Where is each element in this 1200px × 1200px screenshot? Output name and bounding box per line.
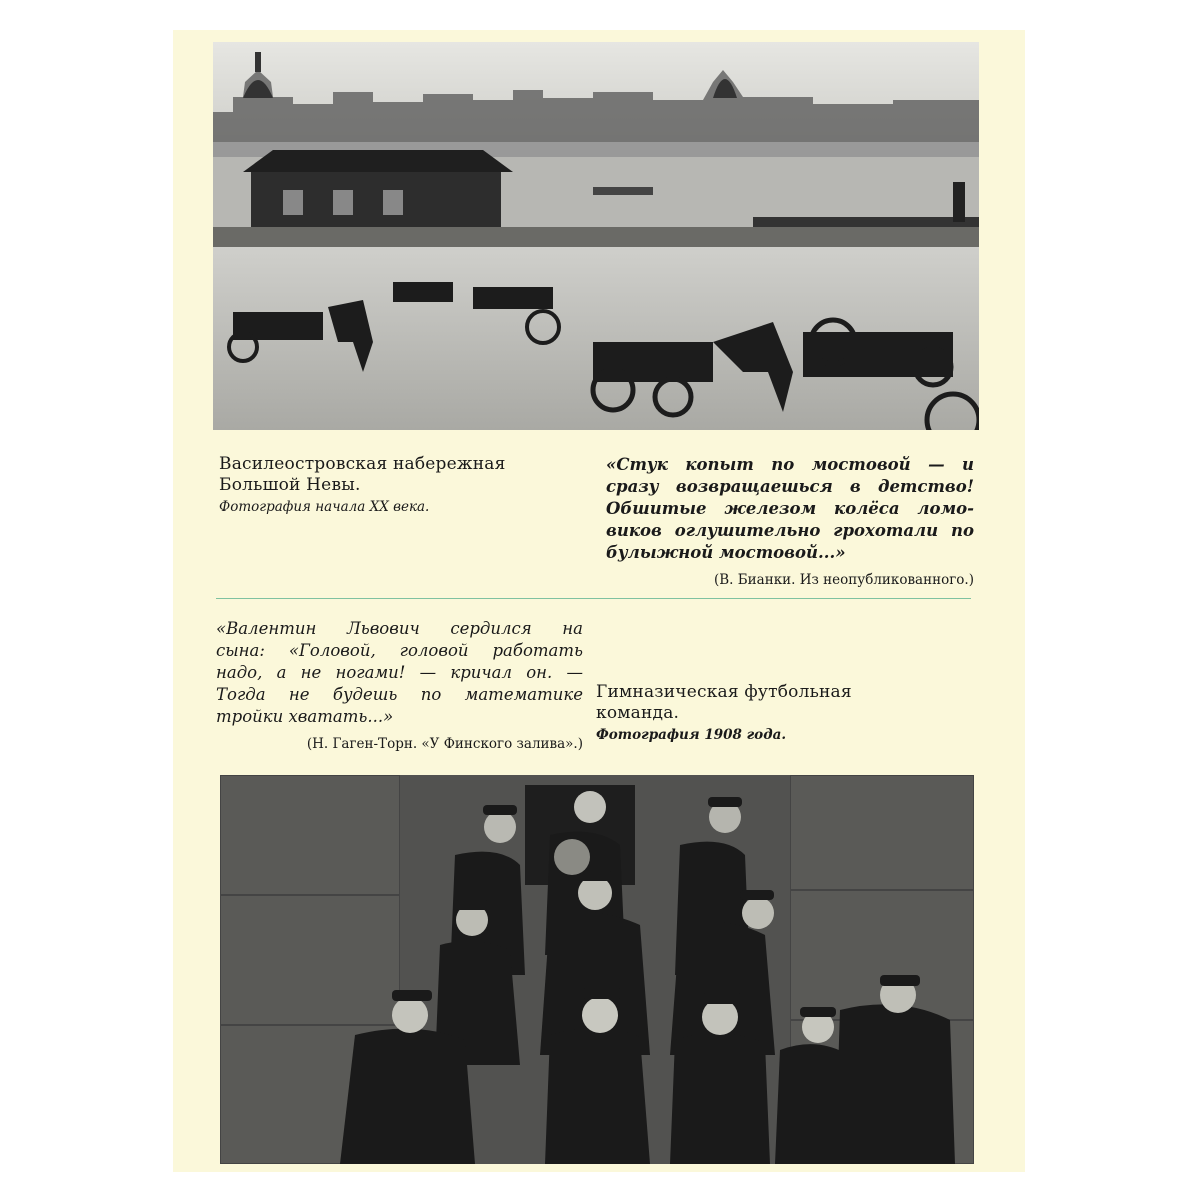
quote-attribution: (Н. Гаген-Торн. «У Финского залива».) bbox=[306, 736, 583, 752]
quote-line: виков оглушительно грохотали по bbox=[606, 521, 974, 540]
section-divider bbox=[216, 598, 971, 599]
football-team-photo bbox=[220, 775, 974, 1164]
caption-title-line: Гимназическая футбольная bbox=[596, 682, 852, 702]
football-team-photo-drawing bbox=[220, 775, 974, 1164]
embankment-photo-drawing bbox=[213, 42, 979, 430]
caption-subtitle: Фотография 1908 года. bbox=[596, 727, 787, 743]
caption-title bbox=[219, 454, 549, 496]
bianki-quote bbox=[606, 454, 974, 591]
quote-line: тройки хватать...» bbox=[216, 707, 394, 726]
quote-line: «Валентин Львович сердился на bbox=[216, 619, 583, 638]
football-team-caption bbox=[596, 682, 956, 743]
quote-line: надо, а не ногами! — кричал он. — bbox=[216, 663, 583, 682]
caption-subtitle: Фотография начала XX века. bbox=[219, 499, 430, 515]
book-page bbox=[173, 30, 1025, 1172]
gagen-torn-quote bbox=[216, 618, 583, 755]
caption-title-line: Большой Невы. bbox=[219, 475, 361, 495]
quote-attribution: (В. Бианки. Из неопубликованного.) bbox=[713, 572, 974, 588]
quote-line: «Стук копыт по мостовой — и bbox=[606, 455, 974, 474]
quote-line: Тогда не будешь по математике bbox=[216, 685, 583, 704]
quote-line: Обшитые железом колёса ломо- bbox=[606, 499, 974, 518]
caption-title-line: команда. bbox=[596, 703, 680, 723]
caption-title-line: Василеостровская набережная bbox=[219, 454, 506, 474]
embankment-caption bbox=[219, 454, 549, 515]
caption-title bbox=[596, 682, 956, 724]
embankment-photo bbox=[213, 42, 979, 430]
quote-line: булыжной мостовой...» bbox=[606, 543, 846, 562]
quote-line: сына: «Головой, головой работать bbox=[216, 641, 583, 660]
quote-line: сразу возвращаешься в детство! bbox=[606, 477, 974, 496]
